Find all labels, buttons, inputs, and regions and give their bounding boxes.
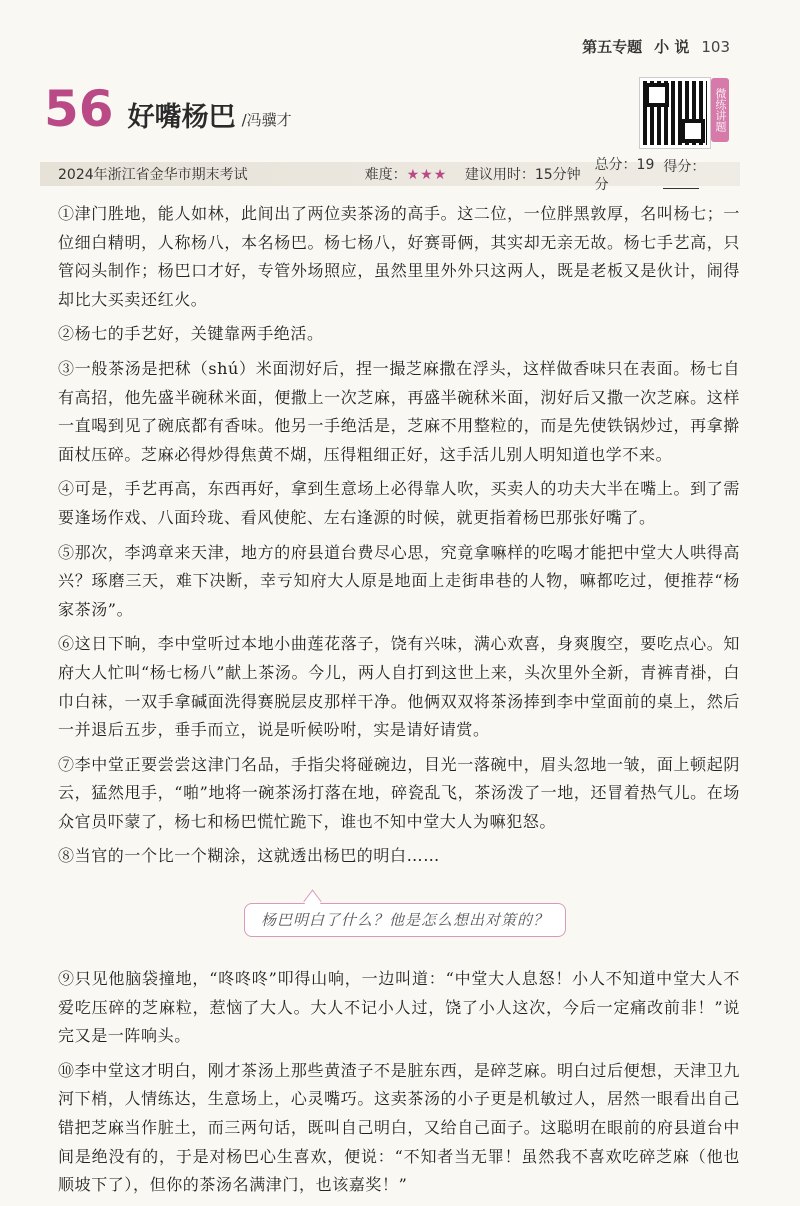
exam-source: 2024年浙江省金华市期末考试 (58, 167, 248, 183)
reading-prompt-callout: 杨巴明白了什么？他是怎么想出对策的？ (244, 903, 566, 937)
difficulty (365, 164, 465, 184)
exam-info-bar (40, 157, 740, 193)
article-heading (44, 80, 292, 138)
paragraph: ③一般茶汤是把秫（shú）米面沏好后，捏一撮芝麻撒在浮头，这样做香味只在表面。杨七自有高招，他先盛半碗秫米面，便撒上一次芝麻，再盛半碗秫米面，沏好后又撒一次芝麻。这样一直喝到见了碗底都有香味。他另一手绝活是，芝麻不用整粒的，而是先使铁锅炒过，再拿擀面杖压碎。芝麻必得炒得焦黄不煳，压得粗细正好，这手活儿别人明知道也学不来。 (58, 358, 740, 464)
score-field (663, 156, 740, 193)
section-label: 第五专题 (582, 38, 643, 56)
subject-label: 小 说 (654, 38, 690, 56)
article-title: 好嘴杨巴 (127, 101, 236, 133)
paragraph: ②杨七的手艺好，关键靠两手绝活。 (58, 324, 324, 344)
article-body (58, 200, 740, 1206)
paragraph: ⑩李中堂这才明白，刚才茶汤上那些黄渣子不是脏东西，是碎芝麻。明白过后便想，天津卫九河下梢，人情练达，生意场上，心灵嘴巧。这卖茶汤的小子更是机敏过人，居然一眼看出自己错把芝麻当作脏土，而三两句话，既叫自己明白，又给自己面子。这聪明在眼前的府县道台中间是绝没有的，于是对杨巴心生喜欢，便说：“不知者当无罪！虽然我不喜欢吃碎芝麻（他也顺坡下了），但你的茶汤名满津门，也该嘉奖！” (58, 1060, 740, 1195)
callout-container (58, 897, 740, 955)
total-score: 总分：19分 (594, 157, 655, 193)
paragraph: ⑥这日下晌，李中堂听过本地小曲莲花落子，饶有兴味，满心欢喜，身爽腹空，要吃点心。知府大人忙叫“杨七杨八”献上茶汤。今儿，两人自打到这世上来，头次里外全新，青裤青褂，白巾白袜，一双手拿碱面洗得赛脱层皮那样干净。他俩双双将茶汤捧到李中堂面前的桌上，然后一并退后五步，垂手而立，说是听候吩咐，实是请好请赏。 (58, 634, 740, 740)
paragraph: ④可是，手艺再高，东西再好，拿到生意场上必得靠人吹，买卖人的功夫大半在嘴上。到了需要逢场作戏、八面玲珑、看风使舵、左右逢源的时候，就更指着杨巴那张好嘴了。 (58, 479, 740, 527)
suggested-time: 建议用时：15分钟 (464, 167, 581, 183)
score-blank[interactable] (663, 176, 699, 189)
running-head (582, 36, 730, 57)
article-author: /冯骥才 (241, 110, 292, 129)
paragraph: ⑦李中堂正要尝尝这津门名品，手指尖将碰碗边，目光一落碗中，眉头忽地一皱，面上顿起阴云，猛然甩手，“啪”地将一碗茶汤打落在地，碎瓷乱飞，茶汤泼了一地，还冒着热气儿。在场众官员吓蒙了，杨七和杨巴慌忙跪下，谁也不知中堂大人为嘛犯怒。 (58, 754, 740, 831)
paragraph: ⑧当官的一个比一个糊涂，这就透出杨巴的明白…… (58, 846, 440, 866)
paragraph: ①津门胜地，能人如林，此间出了两位卖茶汤的高手。这二位，一位胖黑敦厚，名叫杨七；一位细白精明，人称杨八，本名杨巴。杨七杨八，好赛哥俩，其实却无亲无故。杨七手艺高，只管闷头制作；杨巴口才好，专管外场照应，虽然里里外外只这两人，既是老板又是伙计，闹得却比大买卖还红火。 (58, 204, 740, 309)
paragraph: ⑤那次，李鸿章来天津，地方的府县道台费尽心思，究竟拿嘛样的吃喝才能把中堂大人哄得高兴？琢磨三天，难下决断，幸亏知府大人原是地面上走街串巷的人物，嘛都吃过，便推荐“杨家茶汤”。 (58, 542, 740, 619)
difficulty-label: 难度： (364, 167, 407, 183)
page-number: 103 (701, 38, 730, 56)
score-label: 得分： (663, 158, 706, 175)
paragraph: ⑨只见他脑袋撞地，“咚咚咚”叩得山响，一边叫道：“中堂大人息怒！小人不知道中堂大人不爱吃压碎的芝麻粒，惹恼了大人。大人不记小人过，饶了小人这次，今后一定痛改前非！”说完又是一阵响头。 (58, 969, 740, 1046)
qr-tag: 微练讲题 (711, 78, 729, 142)
article-number: 56 (44, 80, 114, 138)
qr-code-icon[interactable] (640, 78, 710, 148)
difficulty-stars-icon: ★★★ (406, 167, 448, 183)
